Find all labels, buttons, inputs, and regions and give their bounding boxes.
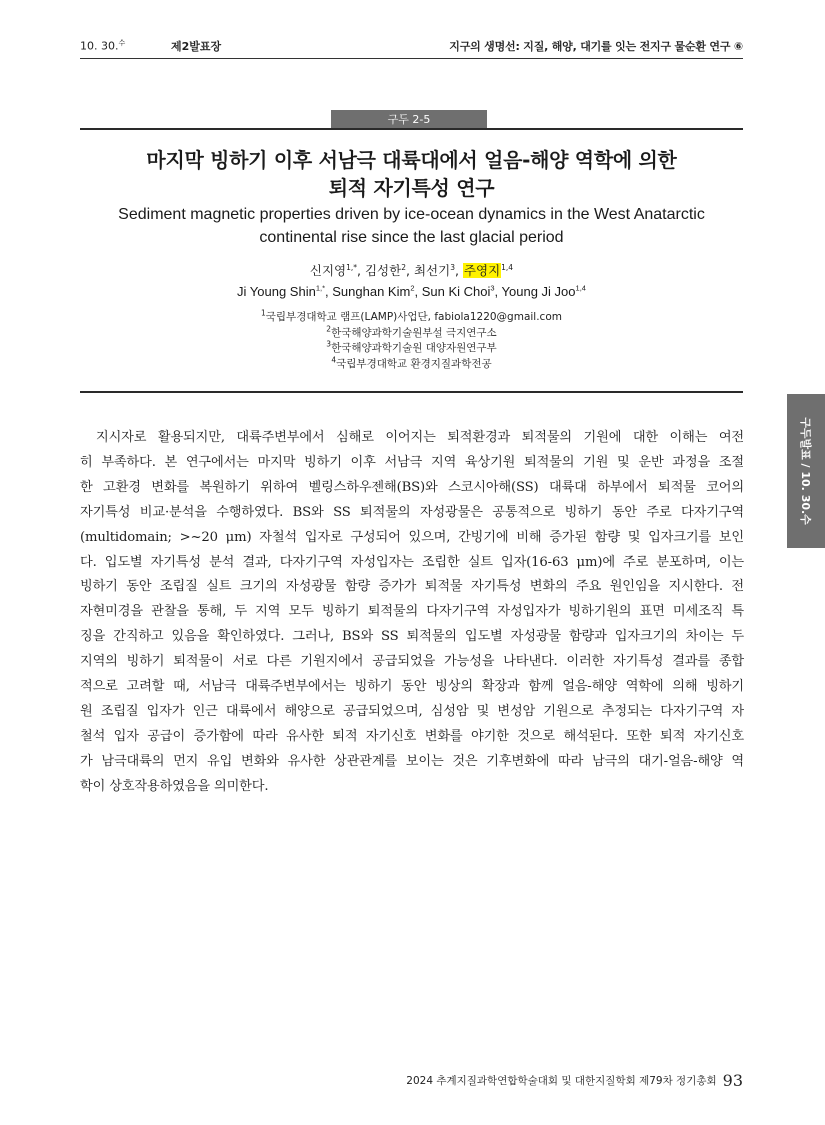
author-sep: , [406, 263, 414, 278]
abstract-line: 철석 입자 공급이 증가함에 따라 유사한 퇴적 자기신호 변화를 야기한 것으로 해석된다. 또한 퇴적 자기신호 [80, 728, 744, 744]
side-section-tab [787, 394, 825, 548]
author-name: Sun Ki Choi [421, 284, 491, 299]
footer [406, 1071, 743, 1090]
header-date: 10. 30.$^수$ [80, 39, 126, 53]
author-sep: , [414, 284, 422, 299]
page-number: 93 [722, 1071, 743, 1090]
author-sup: 1,* [346, 262, 358, 272]
abstract-line: 원 조립질 입자가 인근 대륙에서 해양으로 공급되었으며, 심성암 및 변성암 기원으로 추정되는 다자기구역 자 [80, 703, 744, 719]
author-name: 신지영 [309, 263, 347, 278]
title-korean [80, 146, 743, 202]
abstract-line: (multidomain; >~20 μm) 자철석 입자로 구성되어 있으며, 간빙기에 비해 증가된 함량 및 입자크기를 보인 [80, 529, 744, 545]
title-korean-line: 마지막 빙하기 이후 서남극 대륙대에서 얼음-해양 역학에 의한 [146, 148, 677, 172]
abstract-line: 적으로 고려할 때, 서남극 대륙주변부에서는 빙하기 동안 빙상의 확장과 함께 얼음-해양 역학에 의해 빙하기 [80, 679, 744, 695]
header-divider [80, 58, 743, 59]
abstract-line: 자기특성 비교·분석을 수행하였다. BS와 SS 퇴적물의 자성광물은 공통적으로 빙하기 동안 주로 다자기구역 [80, 504, 744, 520]
presentation-badge: 구두 2-5 [331, 110, 487, 129]
author-name: 김성한 [364, 263, 402, 278]
title-top-rule [80, 128, 743, 130]
author-sup: 2 [410, 283, 415, 293]
author-name: 최선기 [413, 263, 451, 278]
title-bottom-rule [80, 391, 743, 393]
author-sup: 1,4 [575, 283, 586, 293]
abstract-line: 한 고환경 변화를 복원하기 위하여 벨링스하우젠해(BS)와 스코시아해(SS) 대륙대 하부에서 퇴적물 코어의 [80, 479, 744, 495]
author-name: Sunghan Kim [332, 284, 411, 299]
author-sup: 2 [401, 262, 406, 272]
affiliation: $^2$한국해양과학기술원부설 극지연구소 [326, 324, 497, 339]
author-sup: 3 [490, 283, 495, 293]
abstract-line: 징을 간직하고 있음을 확인하였다. 그러나, BS와 SS 퇴적물의 입도별 자성광물 함량과 입자크기의 차이는 두 [80, 629, 744, 645]
author-name-highlighted: 주영지 [463, 263, 501, 278]
running-title: 지구의 생명선: 지질, 해양, 대기를 잇는 전지구 물순환 연구 ⑥ [449, 40, 743, 53]
abstract-line: 다. 입도별 자기특성 분석 결과, 다자기구역 자성입자는 조립한 실트 입자(16-63 μm)에 주로 분포하며, 이는 [80, 554, 744, 570]
abstract-line: 지역의 빙하기 퇴적물이 서로 다른 기원지에서 공급되었을 가능성을 나타낸다. 이러한 자기특성 결과를 종합 [80, 654, 744, 670]
title-english [80, 203, 743, 249]
author-sup: 1,* [315, 283, 326, 293]
authors-english [80, 283, 743, 301]
affiliation: $^4$국립부경대학교 환경지질과학전공 [331, 355, 492, 370]
author-sup: 1,4 [501, 262, 514, 272]
affiliation: $^3$한국해양과학기술원 대양자원연구부 [326, 339, 497, 354]
side-tab-label: 구두발표 / 10. 30.수 [799, 417, 812, 525]
affiliations [80, 310, 743, 372]
footer-conference: 2024 추계지질과학연합학술대회 및 대한지질학회 제79차 정기총회 [406, 1075, 717, 1087]
title-english-line: Sediment magnetic properties driven by ice-ocean dynamics in the West Anatarctic [118, 206, 705, 223]
title-korean-line: 퇴적 자기특성 연구 [328, 176, 495, 200]
authors-korean [80, 262, 743, 280]
abstract-line: 가 남극대륙의 먼지 유입 변화와 유사한 상관관계를 보이는 것은 기후변화에 따라 남극의 대기-얼음-해양 역 [80, 753, 744, 769]
abstract-line: 히 부족하다. 본 연구에서는 마지막 빙하기 이후 서남극 지역 육상기원 퇴적물의 기원 및 운반 과정을 조절 [80, 454, 744, 470]
author-sep: , [325, 284, 333, 299]
abstract-line: 학이 상호작용하였음을 의미한다. [80, 778, 269, 794]
abstract-line: 빙하기 동안 조립질 실트 크기의 자성광물 함량 증가가 퇴적물 자기특성 변화의 주요 원인임을 지시한다. 전 [80, 579, 744, 595]
author-sep: , [454, 263, 463, 278]
author-sep: , [357, 263, 365, 278]
author-name: Ji Young Shin [237, 284, 316, 299]
author-sup: 3 [450, 262, 455, 272]
abstract-line: 자현미경을 관찰을 통해, 두 지역 모두 빙하기 퇴적물의 다자기구역 자성입자가 빙하기원의 표면 미세조직 특 [80, 604, 744, 620]
author-name: Young Ji Joo [501, 284, 576, 299]
author-sep: , [494, 284, 502, 299]
affiliation: $^1$국립부경대학교 램프(LAMP)사업단, fabiola1220@gmail.com [260, 308, 562, 323]
abstract-line: 지시자로 활용되지만, 대륙주변부에서 심해로 이어지는 퇴적환경과 퇴적물의 기원에 대한 이해는 여전 [96, 430, 744, 445]
header-session: 제2발표장 [171, 40, 222, 53]
title-english-line: continental rise since the last glacial period [259, 229, 564, 246]
abstract-body [80, 426, 744, 800]
